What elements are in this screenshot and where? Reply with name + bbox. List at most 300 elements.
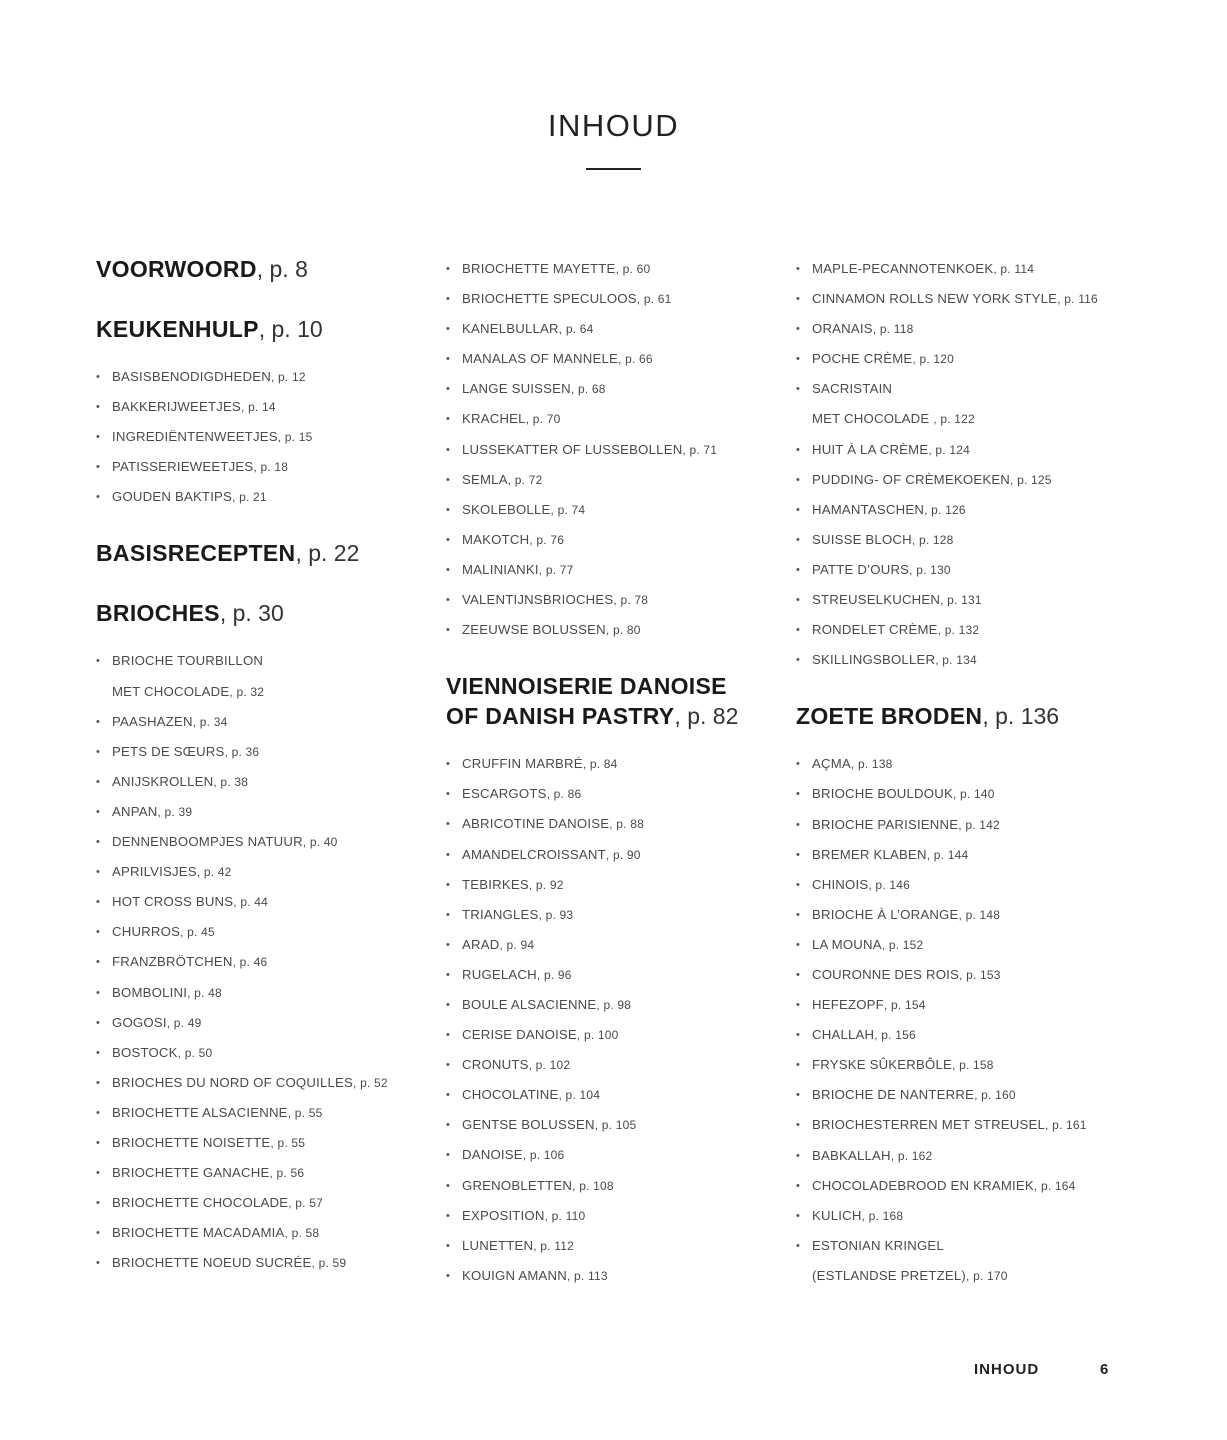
toc-entry-page: , p. 66 <box>618 352 653 367</box>
toc-entry-page: , p. 40 <box>302 835 338 850</box>
toc-entry[interactable] <box>446 930 776 960</box>
toc-entry-name: POCHE CRÈME <box>812 351 913 367</box>
toc-entry-page: , p. 80 <box>605 623 641 638</box>
bullet-icon: • <box>446 848 451 861</box>
toc-entry[interactable] <box>96 1188 426 1218</box>
toc-entry[interactable] <box>96 482 426 512</box>
toc-column-1 <box>96 254 426 1278</box>
toc-entry-name: CRONUTS <box>462 1057 529 1073</box>
bullet-icon: • <box>796 383 801 396</box>
toc-entry-page: , p. 122 <box>933 412 975 427</box>
toc-entry-name: RONDELET CRÈME <box>812 622 938 638</box>
toc-entry[interactable] <box>796 404 1126 434</box>
toc-entry[interactable] <box>96 1098 426 1128</box>
toc-entry-name: BRIOCHETTE NOEUD SUCRÉE <box>112 1255 312 1271</box>
toc-entry-name: CHOCOLATINE <box>462 1087 559 1103</box>
bullet-icon: • <box>796 503 801 516</box>
toc-entry-name: HUIT À LA CRÈME <box>812 441 929 457</box>
toc-entry[interactable] <box>796 314 1126 344</box>
toc-entry[interactable] <box>796 779 1126 809</box>
bullet-icon: • <box>446 1209 451 1222</box>
toc-entry-name: DENNENBOOMPJES NATUUR <box>112 834 303 850</box>
toc-entry[interactable] <box>796 1110 1126 1140</box>
toc-entry-name: CHOCOLADEBROOD EN KRAMIEK <box>812 1177 1034 1193</box>
toc-entry-page: , p. 93 <box>538 907 574 922</box>
toc-entry-page: , p. 110 <box>544 1208 586 1223</box>
section-heading[interactable] <box>446 671 776 731</box>
toc-entry-page: , p. 36 <box>224 744 260 759</box>
toc-entry-page: , p. 144 <box>926 847 969 862</box>
toc-entry-page: , p. 56 <box>269 1166 305 1181</box>
toc-entry-page: , p. 120 <box>912 352 955 367</box>
toc-entry[interactable] <box>796 840 1126 870</box>
bullet-icon: • <box>446 818 451 831</box>
bullet-icon: • <box>96 926 101 939</box>
toc-entry-name: ZEEUWSE BOLUSSEN <box>462 622 606 638</box>
toc-entry[interactable] <box>796 1171 1126 1201</box>
toc-entry[interactable] <box>446 435 776 465</box>
toc-entry[interactable] <box>796 749 1126 779</box>
toc-entry[interactable] <box>446 525 776 555</box>
toc-entry[interactable] <box>446 1231 776 1261</box>
toc-entry-page: , p. 64 <box>558 322 594 337</box>
bullet-icon: • <box>796 848 801 861</box>
bullet-icon: • <box>446 413 451 426</box>
toc-entry[interactable] <box>796 870 1126 900</box>
toc-entry-page: , p. 94 <box>499 937 535 952</box>
toc-entry-name: LUSSEKATTER OF LUSSEBOLLEN <box>462 441 683 457</box>
bullet-icon: • <box>796 788 801 801</box>
toc-entry[interactable] <box>446 960 776 990</box>
toc-entry-name: CHINOIS <box>812 876 869 892</box>
toc-entry[interactable] <box>796 810 1126 840</box>
toc-entry-page: , p. 114 <box>993 262 1035 276</box>
toc-entry-name: PETS DE SŒURS <box>112 743 225 759</box>
toc-entry-name: CERISE DANOISE <box>462 1027 577 1043</box>
toc-entry[interactable] <box>446 284 776 314</box>
toc-entry[interactable] <box>96 827 426 857</box>
toc-entry-page: , p. 131 <box>940 593 982 608</box>
toc-entry-name: BRIOCHETTE GANACHE <box>112 1165 270 1181</box>
bullet-icon: • <box>446 998 451 1011</box>
toc-entry[interactable] <box>446 870 776 900</box>
bullet-icon: • <box>96 805 101 818</box>
bullet-icon: • <box>796 1119 801 1132</box>
toc-entry[interactable] <box>96 1068 426 1098</box>
bullet-icon: • <box>96 1016 101 1029</box>
toc-entry[interactable] <box>796 1020 1126 1050</box>
toc-entry-name: MET CHOCOLADE <box>812 411 934 427</box>
toc-entry-name: PATTE D’OURS <box>812 561 910 577</box>
toc-entry[interactable] <box>446 374 776 404</box>
toc-entry-name: BOSTOCK <box>112 1044 178 1060</box>
toc-entry-name: GOGOSI <box>112 1014 167 1030</box>
bullet-icon: • <box>796 533 801 546</box>
toc-entry-page: , p. 49 <box>166 1015 202 1030</box>
toc-entry-name: SACRISTAIN <box>812 381 893 397</box>
toc-entry-page: , p. 116 <box>1057 292 1098 307</box>
toc-entry[interactable] <box>446 1080 776 1110</box>
toc-entry-page: , p. 112 <box>533 1238 574 1253</box>
toc-entry-page: , p. 18 <box>253 460 289 475</box>
toc-entry[interactable] <box>96 797 426 827</box>
toc-entry[interactable] <box>446 495 776 525</box>
bullet-icon: • <box>446 1089 451 1102</box>
toc-entry[interactable] <box>796 930 1126 960</box>
toc-entry[interactable] <box>796 1141 1126 1171</box>
toc-entry[interactable] <box>796 344 1126 374</box>
toc-entry-name: CINNAMON ROLLS NEW YORK STYLE <box>812 291 1058 307</box>
toc-entry-page: , p. 92 <box>528 877 564 892</box>
section-page-ref: , p. 30 <box>219 600 284 627</box>
bullet-icon: • <box>796 968 801 981</box>
toc-entry-page: , p. 52 <box>353 1075 388 1090</box>
bullet-icon: • <box>446 1239 451 1252</box>
bullet-icon: • <box>96 745 101 758</box>
toc-entry[interactable] <box>96 362 426 392</box>
toc-entry-page: , p. 128 <box>911 532 954 547</box>
toc-entry[interactable] <box>446 779 776 809</box>
toc-entry[interactable] <box>796 495 1126 525</box>
toc-entry-name: BREMER KLABEN <box>812 846 927 862</box>
toc-entry-name: ARAD <box>462 936 500 952</box>
toc-entry[interactable] <box>446 1050 776 1080</box>
toc-entry-page: , p. 71 <box>682 442 718 457</box>
toc-entry[interactable] <box>96 1248 426 1278</box>
toc-entry-page: , p. 90 <box>605 847 641 862</box>
toc-entry-name: CHURROS <box>112 924 181 940</box>
toc-entry-page: , p. 106 <box>522 1148 565 1163</box>
toc-entry[interactable] <box>796 1231 1126 1261</box>
bullet-icon: • <box>796 878 801 891</box>
section-title: BRIOCHES <box>96 600 220 627</box>
toc-entry[interactable] <box>446 404 776 434</box>
bullet-icon: • <box>446 323 451 336</box>
toc-entry[interactable] <box>446 990 776 1020</box>
toc-entry-page: , p. 76 <box>529 532 565 547</box>
toc-entry[interactable] <box>96 1128 426 1158</box>
toc-entry-name: BRIOCHE À L’ORANGE <box>812 906 959 922</box>
toc-entry[interactable] <box>446 749 776 779</box>
toc-entry[interactable] <box>446 254 776 284</box>
toc-entry-name: MAPLE-PECANNOTENKOEK <box>812 261 994 276</box>
toc-entry-name: ABRICOTINE DANOISE <box>462 816 610 832</box>
toc-entry-name: BRIOCHESTERREN MET STREUSEL <box>812 1117 1046 1133</box>
toc-entry[interactable] <box>96 1218 426 1248</box>
bullet-icon: • <box>796 818 801 831</box>
section-title: KEUKENHULP <box>96 316 259 342</box>
toc-entry-list <box>96 646 426 1278</box>
toc-entry-name: INGREDIËNTENWEETJES <box>112 429 278 445</box>
bullet-icon: • <box>446 594 451 607</box>
footer-section-label: INHOUD <box>974 1361 1040 1378</box>
bullet-icon: • <box>96 371 101 383</box>
toc-entry[interactable] <box>96 422 426 452</box>
toc-entry[interactable] <box>96 737 426 767</box>
toc-entry[interactable] <box>446 1171 776 1201</box>
section-title: BASISRECEPTEN <box>96 540 296 567</box>
toc-entry[interactable] <box>446 314 776 344</box>
toc-entry-name: TRIANGLES <box>462 906 539 922</box>
toc-entry-name: TEBIRKES <box>462 876 529 892</box>
section-heading[interactable] <box>96 314 426 344</box>
toc-entry-name: BRIOCHE TOURBILLON <box>112 653 264 669</box>
toc-entry-name: CRUFFIN MARBRÉ <box>462 756 583 772</box>
toc-entry-page: , p. 77 <box>538 562 574 577</box>
toc-entry-name: CHALLAH <box>812 1027 875 1043</box>
toc-entry-name: SKILLINGSBOLLER <box>812 652 936 668</box>
toc-entry[interactable] <box>446 585 776 615</box>
toc-entry-page: , p. 125 <box>1010 472 1052 487</box>
bullet-icon: • <box>446 624 451 637</box>
toc-entry-page: , p. 58 <box>284 1226 320 1241</box>
bullet-icon: • <box>796 563 801 576</box>
toc-entry-list <box>796 254 1126 675</box>
toc-entry-page: , p. 108 <box>572 1178 614 1193</box>
toc-entry[interactable] <box>96 452 426 482</box>
toc-entry-page: , p. 78 <box>613 593 649 608</box>
toc-entry-name: ESCARGOTS <box>462 786 547 802</box>
bullet-icon: • <box>96 986 101 999</box>
toc-entry-name: BOMBOLINI <box>112 984 188 1000</box>
toc-entry[interactable] <box>446 465 776 495</box>
toc-entry-page: , p. 156 <box>874 1028 916 1043</box>
toc-entry-name: ESTONIAN KRINGEL <box>812 1237 944 1253</box>
toc-entry-name: BRIOCHETTE NOISETTE <box>112 1134 271 1150</box>
bullet-icon: • <box>796 999 801 1012</box>
toc-entry[interactable] <box>446 1020 776 1050</box>
bullet-icon: • <box>96 1106 101 1119</box>
toc-entry-page: , p. 96 <box>536 967 572 982</box>
bullet-icon: • <box>96 491 101 504</box>
toc-entry[interactable] <box>796 1261 1126 1291</box>
toc-entry-page: , p. 105 <box>594 1118 637 1133</box>
bullet-icon: • <box>796 1209 801 1222</box>
toc-entry-page: , p. 152 <box>881 937 924 952</box>
toc-entry[interactable] <box>796 900 1126 930</box>
toc-entry[interactable] <box>96 917 426 947</box>
section-heading[interactable] <box>96 598 426 628</box>
bullet-icon: • <box>446 908 451 921</box>
toc-entry-name: HAMANTASCHEN <box>812 501 925 517</box>
toc-entry[interactable] <box>796 284 1126 314</box>
bullet-icon: • <box>446 878 451 891</box>
toc-entry-name: BRIOCHE BOULDOUK <box>812 786 953 802</box>
toc-entry[interactable] <box>96 857 426 887</box>
toc-entry-page: , p. 55 <box>287 1105 323 1120</box>
toc-entry-name: BRIOCHETTE MACADAMIA <box>112 1225 285 1241</box>
toc-entry[interactable] <box>796 615 1126 645</box>
toc-entry[interactable] <box>446 1261 776 1291</box>
toc-entry[interactable] <box>796 435 1126 465</box>
toc-entry[interactable] <box>96 392 426 422</box>
toc-entry[interactable] <box>796 1201 1126 1231</box>
toc-entry[interactable] <box>796 374 1126 404</box>
toc-entry-name: FRYSKE SÛKERBÔLE <box>812 1057 953 1073</box>
toc-entry-name: MET CHOCOLADE <box>112 683 230 699</box>
toc-entry-page: , p. 160 <box>974 1088 1016 1103</box>
toc-entry-name: GOUDEN BAKTIPS <box>112 489 233 505</box>
section-heading[interactable] <box>96 254 426 284</box>
toc-entry[interactable] <box>796 254 1126 284</box>
bullet-icon: • <box>446 263 451 275</box>
bullet-icon: • <box>796 758 801 771</box>
toc-entry-list <box>796 749 1126 1291</box>
toc-entry-page: , p. 153 <box>959 967 1001 982</box>
toc-entry[interactable] <box>796 555 1126 585</box>
bullet-icon: • <box>96 775 101 788</box>
toc-entry-page: , p. 72 <box>507 472 543 487</box>
toc-entry-page: , p. 134 <box>935 653 977 668</box>
toc-entry-page: , p. 57 <box>288 1196 323 1211</box>
bullet-icon: • <box>96 1197 101 1210</box>
toc-entry[interactable] <box>96 646 426 676</box>
toc-entry-name: PAASHAZEN <box>112 713 193 729</box>
toc-entry[interactable] <box>96 707 426 737</box>
bullet-icon: • <box>796 1029 801 1042</box>
toc-entry[interactable] <box>796 1080 1126 1110</box>
toc-entry-name: AÇMA <box>812 756 851 772</box>
toc-entry-page: , p. 42 <box>196 865 232 880</box>
title-divider <box>586 168 641 170</box>
toc-entry-name: RUGELACH <box>462 966 537 982</box>
toc-entry-name: MANALAS OF MANNELE <box>462 351 619 367</box>
toc-entry[interactable] <box>446 1110 776 1140</box>
bullet-icon: • <box>796 1239 801 1252</box>
toc-entry-name: AMANDELCROISSANT <box>462 846 606 862</box>
toc-entry[interactable] <box>796 585 1126 615</box>
toc-entry-name: BASISBENODIGDHEDEN <box>112 369 271 384</box>
toc-entry-name: DANOISE <box>462 1147 523 1163</box>
toc-entry-name: STREUSELKUCHEN <box>812 592 941 608</box>
bullet-icon: • <box>796 1179 801 1192</box>
toc-entry-page: , p. 45 <box>180 925 215 940</box>
bullet-icon: • <box>96 1046 101 1059</box>
bullet-icon: • <box>446 1029 451 1042</box>
toc-entry-name: BRIOCHE PARISIENNE <box>812 816 959 832</box>
toc-entry-page: , p. 164 <box>1033 1178 1076 1193</box>
toc-entry-page: , p. 142 <box>958 817 1000 832</box>
toc-entry[interactable] <box>96 677 426 707</box>
toc-entry-list <box>96 362 426 512</box>
bullet-icon: • <box>96 1227 101 1240</box>
bullet-icon: • <box>796 594 801 607</box>
toc-entry-page: , p. 170 <box>966 1268 1008 1283</box>
toc-entry[interactable] <box>446 900 776 930</box>
bullet-icon: • <box>446 1179 451 1192</box>
toc-entry[interactable] <box>96 947 426 977</box>
toc-entry-list <box>446 749 776 1291</box>
toc-entry[interactable] <box>446 809 776 839</box>
toc-entry-page: , p. 84 <box>582 757 618 772</box>
toc-entry-name: GRENOBLETTEN <box>462 1177 573 1193</box>
toc-entry-name: BRIOCHE DE NANTERRE <box>812 1087 975 1103</box>
bullet-icon: • <box>446 758 451 771</box>
page-title: INHOUD <box>547 108 680 143</box>
toc-entry[interactable] <box>796 1050 1126 1080</box>
toc-entry-name: LA MOUNA <box>812 936 882 952</box>
bullet-icon: • <box>796 938 801 951</box>
toc-entry[interactable] <box>446 344 776 374</box>
toc-entry[interactable] <box>96 767 426 797</box>
toc-entry-page: , p. 15 <box>277 430 313 445</box>
bullet-icon: • <box>796 473 801 486</box>
toc-entry-name: BAKKERIJWEETJES <box>112 399 242 415</box>
toc-entry-page: , p. 118 <box>872 322 914 337</box>
toc-entry-name: BABKALLAH <box>812 1147 891 1163</box>
section-heading[interactable] <box>96 538 426 568</box>
toc-entry-page: , p. 100 <box>576 1028 619 1043</box>
toc-entry-page: , p. 168 <box>861 1208 904 1223</box>
bullet-icon: • <box>96 896 101 909</box>
toc-entry-name: COURONNE DES ROIS <box>812 966 960 982</box>
toc-column-2 <box>446 254 776 1291</box>
bullet-icon: • <box>446 968 451 981</box>
bullet-icon: • <box>796 263 801 275</box>
toc-entry-page: , p. 34 <box>192 714 228 729</box>
toc-entry-page: , p. 74 <box>550 502 586 517</box>
toc-entry[interactable] <box>796 960 1126 990</box>
toc-entry-page: , p. 138 <box>850 757 893 772</box>
bullet-icon: • <box>96 1136 101 1149</box>
toc-entry-name: BRIOCHETTE MAYETTE <box>462 261 616 276</box>
toc-entry-page: , p. 70 <box>525 412 561 427</box>
toc-entry-page: , p. 46 <box>232 955 268 970</box>
toc-entry-name: PATISSERIEWEETJES <box>112 459 254 475</box>
toc-entry-page: , p. 148 <box>958 907 1001 922</box>
toc-entry-page: , p. 14 <box>241 400 276 415</box>
toc-entry[interactable] <box>446 840 776 870</box>
toc-entry-list <box>446 254 776 645</box>
toc-entry-page: , p. 130 <box>909 562 951 577</box>
toc-entry-page: , p. 12 <box>270 370 306 384</box>
toc-entry-name: EXPOSITION <box>462 1207 545 1223</box>
toc-entry-page: , p. 154 <box>883 998 926 1013</box>
toc-entry[interactable] <box>796 990 1126 1020</box>
toc-entry-name: BRIOCHETTE CHOCOLADE <box>112 1195 289 1211</box>
bullet-icon: • <box>796 908 801 921</box>
toc-entry-page: , p. 146 <box>868 877 910 892</box>
toc-entry-page: , p. 88 <box>609 817 644 832</box>
bullet-icon: • <box>446 563 451 576</box>
toc-entry[interactable] <box>446 555 776 585</box>
toc-entry[interactable] <box>796 645 1126 675</box>
toc-entry-page: , p. 39 <box>157 804 193 819</box>
toc-entry[interactable] <box>96 1008 426 1038</box>
bullet-icon: • <box>796 443 801 456</box>
section-page-ref: , p. 8 <box>256 256 308 282</box>
toc-entry[interactable] <box>446 1140 776 1170</box>
toc-entry[interactable] <box>446 1201 776 1231</box>
toc-entry[interactable] <box>796 465 1126 495</box>
toc-entry-name: MALINIANKI <box>462 561 539 577</box>
bullet-icon: • <box>96 1167 101 1180</box>
toc-entry[interactable] <box>96 1038 426 1068</box>
toc-entry-page: , p. 68 <box>570 382 606 397</box>
toc-entry[interactable] <box>96 887 426 917</box>
toc-entry[interactable] <box>96 978 426 1008</box>
bullet-icon: • <box>446 383 451 396</box>
bullet-icon: • <box>796 654 801 667</box>
bullet-icon: • <box>446 1269 451 1282</box>
toc-entry[interactable] <box>96 1158 426 1188</box>
section-heading[interactable] <box>796 701 1126 731</box>
toc-entry[interactable] <box>796 525 1126 555</box>
section-title: VIENNOISERIE DANOISE OF DANISH PASTRY <box>446 673 727 730</box>
bullet-icon: • <box>446 443 451 456</box>
toc-entry-name: BRIOCHES DU NORD OF COQUILLES <box>112 1074 354 1090</box>
toc-entry[interactable] <box>446 615 776 645</box>
